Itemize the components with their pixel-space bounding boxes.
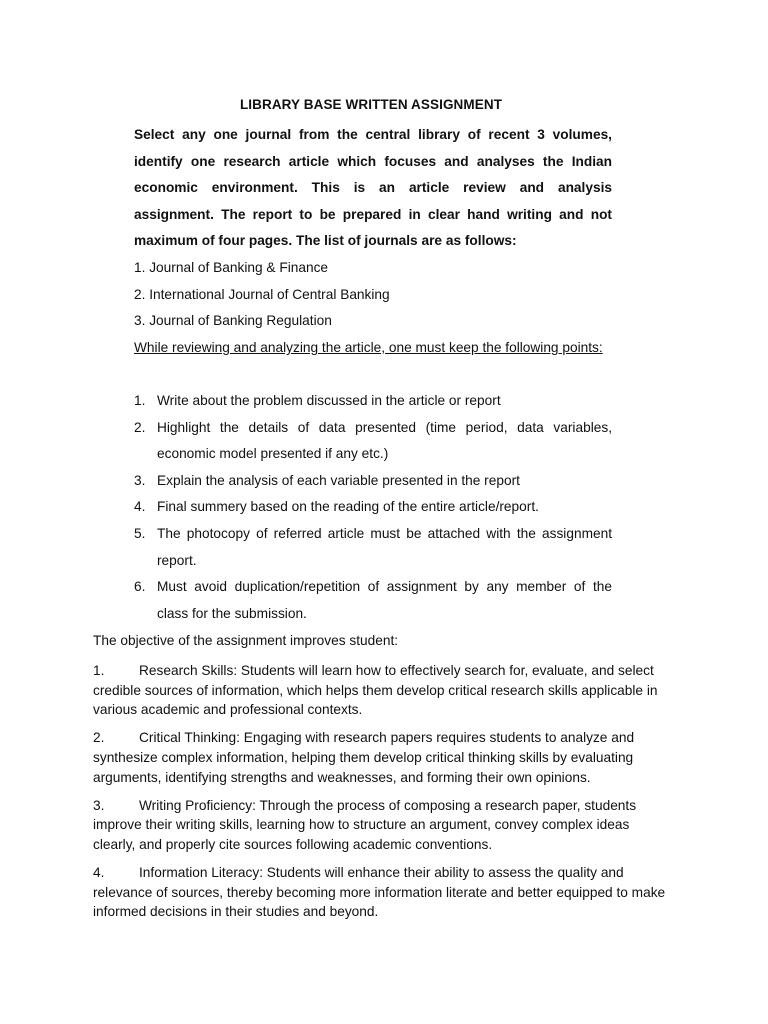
objective-number: 2.	[93, 730, 105, 746]
objective-lead: The objective of the assignment improves student:	[93, 633, 399, 648]
review-point-text: Explain the analysis of each variable presented in the report	[157, 472, 520, 488]
objectives-list	[93, 661, 675, 931]
objective-number: 4.	[93, 865, 105, 881]
journal-item: 2. International Journal of Central Banking	[134, 286, 390, 302]
review-point-number: 5.	[134, 525, 146, 541]
review-point	[134, 494, 612, 521]
review-point	[134, 521, 612, 574]
review-points-list	[134, 388, 612, 627]
points-heading: While reviewing and analyzing the article, one must keep the following points:	[134, 340, 603, 355]
objective-text: Critical Thinking: Engaging with research papers requires students to analyze and synthesize complex information, helping them develop critical thinking skills by evaluating arguments, identifying strengths and weaknesses, and forming their own opinions.	[93, 730, 635, 785]
objective-item	[93, 661, 675, 720]
review-point	[134, 415, 612, 468]
review-point-number: 1.	[134, 393, 146, 408]
review-point-text: Write about the problem discussed in the article or report	[157, 393, 501, 408]
review-point-text: Highlight the details of data presented (time period, data variables, economic model presented if any etc.)	[157, 419, 612, 462]
assignment-intro: Select any one journal from the central library of recent 3 volumes, identify one research article which focuses and analyses the Indian economic environment. This is an article review and analysis assignment. The report to be prepared in clear hand writing and not maximum of four pages. The list of journals are as follows:	[134, 127, 612, 249]
objective-number: 1.	[93, 663, 105, 678]
review-point-number: 6.	[134, 579, 146, 595]
review-point-number: 2.	[134, 419, 146, 435]
review-point-number: 3.	[134, 472, 146, 488]
objective-text: Research Skills: Students will learn how to effectively search for, evaluate, and select credible sources of information, which helps them develop critical research skills applicable in various academic and professional contexts.	[93, 663, 658, 718]
objective-text: Information Literacy: Students will enhance their ability to assess the quality and relevance of sources, thereby becoming more information literate and better equipped to make informed decisions in their studies and beyond.	[93, 865, 666, 920]
objective-item	[93, 728, 675, 787]
review-point-text: Must avoid duplication/repetition of assignment by any member of the class for the submission.	[157, 579, 612, 621]
review-point	[134, 468, 612, 495]
review-point-text: Final summery based on the reading of the entire article/report.	[157, 499, 539, 515]
review-point-number: 4.	[134, 499, 146, 515]
objective-item	[93, 796, 675, 855]
journal-list	[134, 255, 612, 335]
page-title: LIBRARY BASE WRITTEN ASSIGNMENT	[239, 97, 503, 112]
objective-number: 3.	[93, 797, 105, 813]
objective-text: Writing Proficiency: Through the process of composing a research paper, students improve their writing skills, learning how to structure an argument, convey complex ideas clearly, and properly cite sources following academic conventions.	[93, 797, 637, 852]
review-point	[134, 574, 612, 627]
journal-item: 1. Journal of Banking & Finance	[134, 260, 329, 275]
review-point-text: The photocopy of referred article must be attached with the assignment report.	[157, 525, 612, 568]
objective-item	[93, 863, 675, 922]
review-point	[134, 388, 612, 415]
journal-item: 3. Journal of Banking Regulation	[134, 313, 332, 329]
